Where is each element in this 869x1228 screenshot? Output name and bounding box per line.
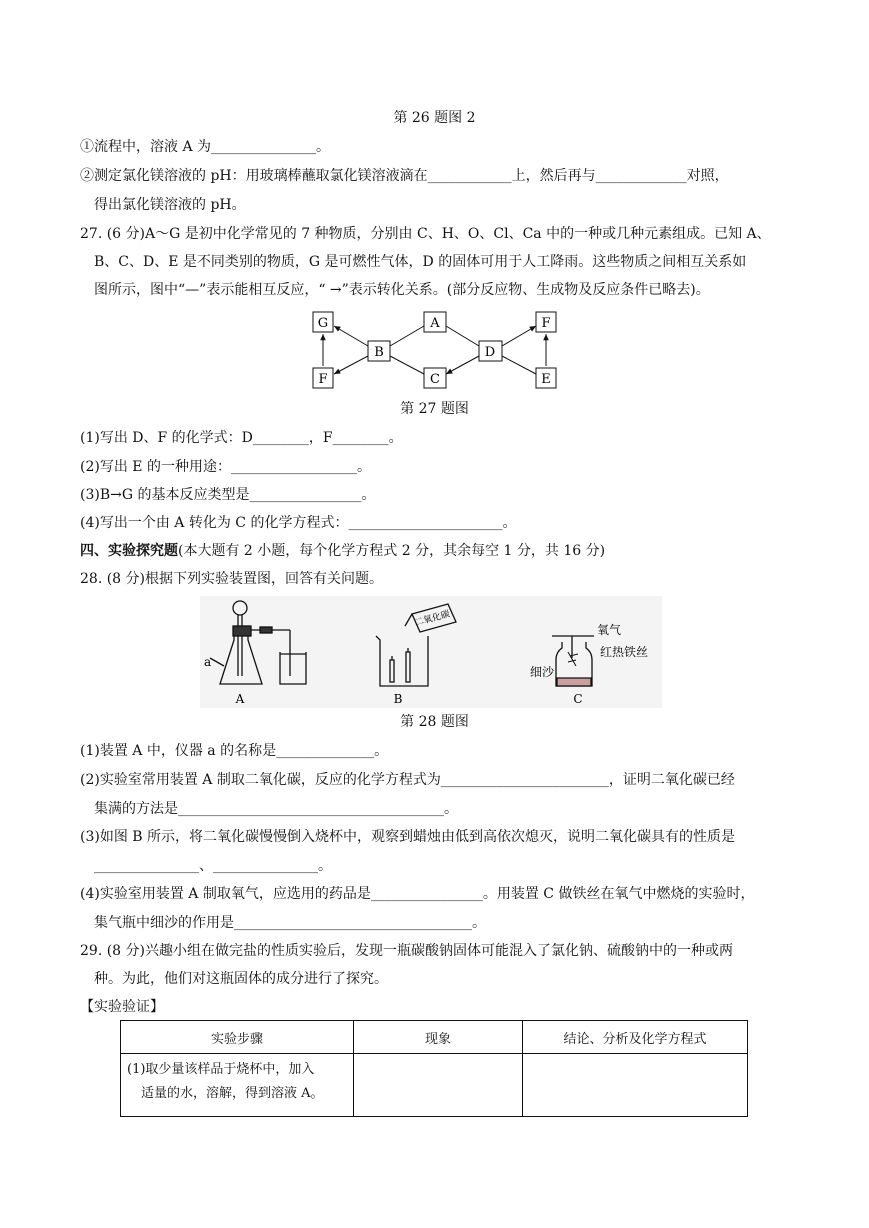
row1-step-line-2: 适量的水，溶解，得到溶液 A。 (141, 1086, 324, 1101)
row1-phenomenon-cell (354, 1054, 523, 1117)
header-conclusion: 结论、分析及化学方程式 (523, 1021, 748, 1054)
svg-text:D: D (484, 345, 496, 360)
link-A-D (446, 326, 479, 346)
q28-sub-3-line-1: (3)如图 B 所示，将二氧化碳慢慢倒入烧杯中，观察到蜡烛由低到高依次熄灭，说明二氧化碳具有的性质是 (80, 829, 736, 845)
q29-stem-line-1: 29. (8 分)兴趣小组在做完盐的性质实验后，发现一瓶碳酸钠固体可能混入了氯化钠、硫酸钠中的一种或两 (80, 943, 733, 959)
node-A (424, 312, 446, 332)
node-C (424, 368, 446, 388)
q27-sub-4: (4)写出一个由 A 转化为 C 的化学方程式：______________________。 (80, 515, 517, 531)
node-D (479, 341, 502, 361)
q27-sub-3: (3)B→G 的基本反应类型是________________。 (80, 487, 376, 503)
q28-sub-2-line-1: (2)实验室常用装置 A 制取二氧化碳，反应的化学方程式为________________________，证明二氧化碳已经 (80, 772, 735, 788)
svg-text:G: G (317, 316, 329, 331)
arrow-D-C (446, 356, 479, 374)
figure-28-caption: 第 28 题图 (400, 714, 469, 730)
q26-item-1: ①流程中，溶液 A 为_______________。 (80, 139, 331, 155)
svg-text:A: A (430, 316, 440, 331)
q27-sub-2: (2)写出 E 的一种用途：__________________。 (80, 459, 371, 475)
row1-step (121, 1054, 354, 1117)
header-phenomenon: 现象 (354, 1021, 523, 1054)
node-B (368, 341, 390, 361)
q26-item-2-line-1: ②测定氯化镁溶液的 pH：用玻璃棒蘸取氯化镁溶液滴在____________上，然后再与_____________对照， (80, 168, 729, 184)
figure-26-caption: 第 26 题图 2 (393, 110, 476, 126)
node-G (313, 312, 333, 332)
section-4-note: (本大题有 2 小题，每个化学方程式 2 分，其余每空 1 分，共 16 分) (178, 543, 606, 559)
co2-bottle-label: 二氧化碳 (413, 609, 452, 629)
figure-27-caption: 第 27 题图 (400, 401, 469, 417)
node-F-bottom (313, 368, 333, 388)
hot-iron-wire-label: 红热铁丝 (600, 645, 649, 659)
q27-sub-1: (1)写出 D、F 的化学式：D________，F________。 (80, 430, 403, 446)
sand-label: 细沙 (530, 665, 555, 679)
label-C: C (573, 692, 583, 706)
table-row (121, 1054, 748, 1117)
oxygen-label: 氧气 (597, 623, 622, 637)
link-B-C (390, 356, 424, 374)
q27-stem-line-2: B、C、D、E 是不同类别的物质，G 是可燃性气体，D 的固体可用于人工降雨。这些物质之间相互关系如 (94, 254, 747, 270)
table-header-row (121, 1021, 748, 1054)
svg-text:B: B (374, 345, 384, 360)
q29-stem-line-2: 种。为此，他们对这瓶固体的成分进行了探究。 (94, 971, 388, 987)
label-A: A (235, 692, 245, 706)
link-D-E (502, 356, 536, 374)
svg-text:F: F (541, 316, 551, 331)
q27-relation-diagram (300, 308, 570, 392)
label-B: B (393, 692, 403, 706)
svg-text:F: F (318, 372, 328, 387)
q27-stem-line-1: 27. (6 分)A～G 是初中化学常见的 7 种物质，分别由 C、H、O、Cl、Ca 中的一种或几种元素组成。已知 A、 (80, 226, 771, 242)
q28-sub-3-line-2: _______________、_______________。 (94, 858, 332, 874)
arrow-B-F (334, 356, 368, 374)
q26-item-2-line-2: 得出氯化镁溶液的 pH。 (94, 197, 246, 213)
link-B-A (390, 326, 424, 346)
experiment-table (120, 1020, 748, 1117)
q28-sub-4-line-1: (4)实验室用装置 A 制取氧气，应选用的药品是________________。用装置 C 做铁丝在氧气中燃烧的实验时， (80, 886, 755, 902)
node-E (536, 368, 556, 388)
q27-stem-line-3: 图所示，图中“—”表示能相互反应，“ →”表示转化关系。(部分反应物、生成物及反应条件已略去)。 (94, 282, 710, 298)
q28-apparatus-figure (200, 596, 662, 708)
experiment-verification-label: 【实验验证】 (80, 999, 164, 1015)
node-F-top (536, 312, 556, 332)
section-4-title: 四、实验探究题 (80, 543, 178, 559)
row1-step-line-1: (1)取少量该样品于烧杯中，加入 (127, 1062, 315, 1077)
label-a: a (204, 655, 212, 669)
section-4-heading (80, 541, 605, 561)
q28-sub-2-line-2: 集满的方法是______________________________________。 (94, 801, 458, 817)
arrow-D-F (502, 326, 536, 346)
q28-sub-4-line-2: 集气瓶中细沙的作用是__________________________________。 (94, 915, 486, 931)
svg-text:E: E (541, 372, 551, 387)
arrow-B-G (334, 326, 368, 346)
q28-stem: 28. (8 分)根据下列实验装置图，回答有关问题。 (80, 571, 383, 587)
header-steps: 实验步骤 (121, 1021, 354, 1054)
q28-sub-1: (1)装置 A 中，仪器 a 的名称是______________。 (80, 743, 389, 759)
svg-text:C: C (430, 372, 440, 387)
row1-conclusion-cell (523, 1054, 748, 1117)
